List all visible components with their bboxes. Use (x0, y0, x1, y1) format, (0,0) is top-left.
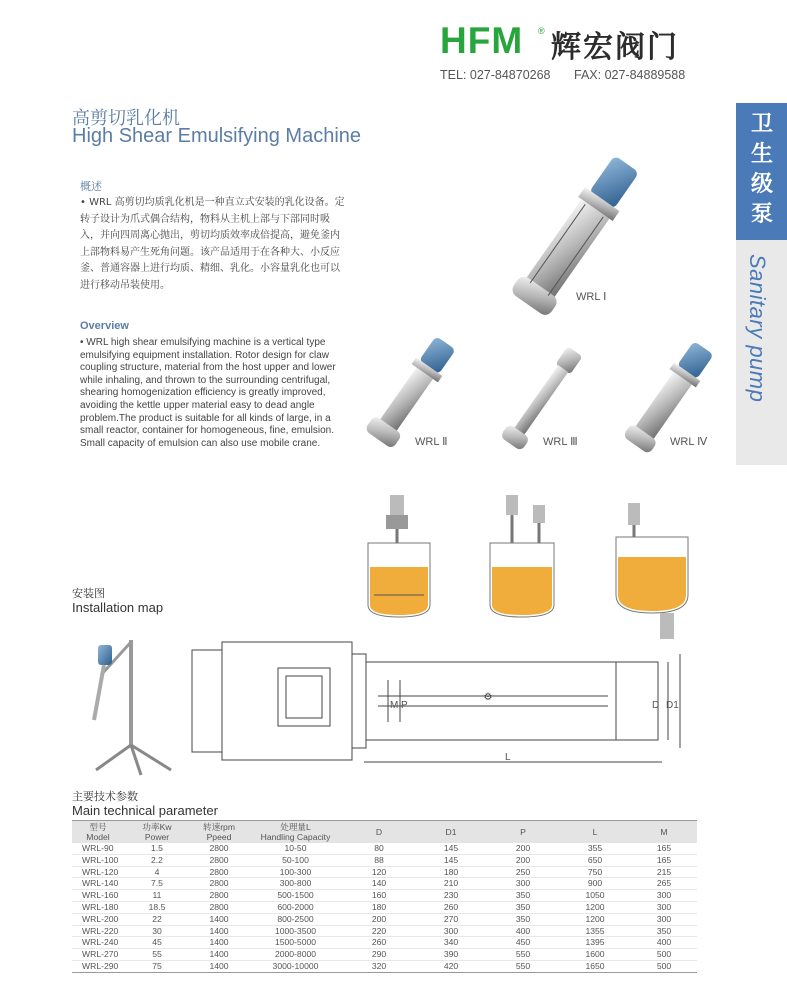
table-cell: 2800 (190, 878, 248, 890)
table-cell: 55 (124, 949, 190, 961)
table-cell: 400 (631, 937, 697, 949)
table-cell: 350 (487, 901, 559, 913)
table-cell: 80 (343, 843, 415, 854)
table-header-en: D (375, 827, 383, 837)
parameters-heading-cn: 主要技术参数 (72, 790, 138, 803)
table-cell: WRL-220 (72, 925, 124, 937)
table-cell: 420 (415, 960, 487, 972)
table-cell: 100-300 (248, 866, 343, 878)
side-tab-label-en: Sanitary pump (745, 254, 770, 403)
table-header-en: D1 (445, 827, 457, 837)
table-cell: 1400 (190, 913, 248, 925)
table-cell: 1.5 (124, 843, 190, 854)
fax-number: FAX: 027-84889588 (574, 68, 686, 82)
table-row (72, 843, 697, 854)
table-header-cell (248, 821, 343, 844)
table-header-cell (487, 821, 559, 844)
table-cell: 215 (631, 866, 697, 878)
table-cell: 145 (415, 854, 487, 866)
wrl-1-label: WRL Ⅰ (576, 291, 607, 303)
table-cell: 500 (631, 949, 697, 961)
table-cell: 320 (343, 960, 415, 972)
tank-diagrams (360, 495, 700, 645)
table-cell: WRL-90 (72, 843, 124, 854)
dim-label-m: M (390, 700, 399, 711)
table-cell: 2800 (190, 854, 248, 866)
tel-number: TEL: 027-84870268 (440, 68, 551, 82)
table-row (72, 890, 697, 902)
brand-logo: HFM (440, 20, 524, 61)
table-cell: 300 (415, 925, 487, 937)
table-header-en: L (592, 827, 598, 837)
brand-name-cn: 辉宏阀门 (551, 30, 679, 65)
table-header-cn: 型号 (89, 822, 107, 832)
table-header-cn: 转速rpm (203, 822, 235, 832)
table-cell: 1400 (190, 949, 248, 961)
table-header-cell (415, 821, 487, 844)
table-header-en: Model (86, 832, 110, 842)
table-header-en: Handling Capacity (260, 832, 331, 842)
table-cell: 650 (559, 854, 631, 866)
installation-heading-cn: 安装图 (72, 587, 105, 600)
table-cell: WRL-240 (72, 937, 124, 949)
table-cell: WRL-120 (72, 866, 124, 878)
table-cell: 30 (124, 925, 190, 937)
table-cell: 1400 (190, 937, 248, 949)
table-cell: WRL-140 (72, 878, 124, 890)
table-cell: 350 (487, 913, 559, 925)
table-cell: 1500-5000 (248, 937, 343, 949)
table-cell: 340 (415, 937, 487, 949)
table-cell: 350 (487, 890, 559, 902)
table-header-en: Power (144, 832, 170, 842)
table-cell: 350 (631, 925, 697, 937)
table-cell: WRL-180 (72, 901, 124, 913)
table-cell: 1400 (190, 960, 248, 972)
table-cell: 230 (415, 890, 487, 902)
table-header-en: M (660, 827, 668, 837)
table-cell: 200 (487, 854, 559, 866)
table-cell: 300 (631, 913, 697, 925)
table-header-cell (631, 821, 697, 844)
svg-text:⚙: ⚙ (483, 692, 493, 703)
table-cell: 1050 (559, 890, 631, 902)
table-header-cell (559, 821, 631, 844)
table-header-cn: 功率Kw (142, 822, 172, 832)
table-cell: 355 (559, 843, 631, 854)
parameters-heading-en: Main technical parameter (72, 803, 218, 818)
table-cell: 550 (487, 960, 559, 972)
table-cell: 1395 (559, 937, 631, 949)
table-cell: 22 (124, 913, 190, 925)
table-cell: 180 (343, 901, 415, 913)
table-cell: 2800 (190, 901, 248, 913)
table-cell: 1600 (559, 949, 631, 961)
table-row (72, 960, 697, 972)
overview-text-en: • WRL high shear emulsifying machine is a vertical type emulsifying equipment installation. Rotor design for claw coupling structure, material from the host upper and lower while inhaling, and thrown to the surrounding centrifugal, shearing homogenization efficiency is greatly improved, avoiding the kettle upper material easy to dead angle problem.The product is suitable for all kinds of large, in a small reactor, container for homogeneous, fine, emulsion. Small capacity of emulsion can also use mobile crane. (80, 337, 336, 449)
table-cell: 600-2000 (248, 901, 343, 913)
table-cell: WRL-290 (72, 960, 124, 972)
table-cell: 1400 (190, 925, 248, 937)
table-row (72, 925, 697, 937)
tank-2 (490, 495, 554, 617)
table-header-cell (72, 821, 124, 844)
dim-label-l: L (505, 752, 511, 763)
table-cell: 290 (343, 949, 415, 961)
table-cell: 500-1500 (248, 890, 343, 902)
table-cell: 265 (631, 878, 697, 890)
table-row (72, 866, 697, 878)
wrl-4-label: WRL Ⅳ (670, 436, 708, 448)
table-cell: 400 (487, 925, 559, 937)
table-cell: 260 (343, 937, 415, 949)
overview-heading-en: Overview (80, 320, 129, 332)
table-cell: 4 (124, 866, 190, 878)
table-cell: 390 (415, 949, 487, 961)
table-cell: 75 (124, 960, 190, 972)
table-cell: WRL-160 (72, 890, 124, 902)
table-header-cn: 处理量L (280, 822, 311, 832)
technical-drawing (188, 640, 688, 765)
table-cell: 2800 (190, 890, 248, 902)
table-cell: 160 (343, 890, 415, 902)
table-cell: WRL-200 (72, 913, 124, 925)
table-header-cell (124, 821, 190, 844)
table-cell: 250 (487, 866, 559, 878)
table-cell: 300 (631, 901, 697, 913)
table-cell: 900 (559, 878, 631, 890)
table-cell: 300 (631, 890, 697, 902)
table-cell: 210 (415, 878, 487, 890)
table-row (72, 949, 697, 961)
table-row (72, 913, 697, 925)
table-cell: 200 (487, 843, 559, 854)
table-cell: 260 (415, 901, 487, 913)
table-cell: 3000-10000 (248, 960, 343, 972)
table-cell: 1000-3500 (248, 925, 343, 937)
table-cell: 165 (631, 843, 697, 854)
table-cell: 2800 (190, 866, 248, 878)
table-header-en: Ppeed (206, 832, 232, 842)
table-cell: 1355 (559, 925, 631, 937)
installation-heading-en: Installation map (72, 600, 164, 615)
parameter-table (72, 820, 697, 973)
side-tab-label-cn: 卫生级泵 (750, 112, 773, 227)
table-cell: 550 (487, 949, 559, 961)
table-cell: 750 (559, 866, 631, 878)
dim-label-d: D (652, 700, 660, 711)
table-cell: 145 (415, 843, 487, 854)
table-cell: 1200 (559, 913, 631, 925)
table-cell: 270 (415, 913, 487, 925)
table-row (72, 937, 697, 949)
tank-1 (368, 495, 430, 617)
table-cell: 45 (124, 937, 190, 949)
table-cell: 450 (487, 937, 559, 949)
wrl-1-image (470, 150, 670, 330)
table-cell: 300 (487, 878, 559, 890)
dim-label-p: P (401, 700, 408, 711)
tank-3 (616, 503, 688, 639)
wrl-3-image (485, 345, 595, 460)
table-cell: WRL-100 (72, 854, 124, 866)
wrl-3-label: WRL Ⅲ (543, 436, 578, 448)
overview-text-cn: • WRL 高剪切均质乳化机是一种直立式安装的乳化设备。定转子设计为爪式偶合结构，物料从主机上部与下部同时吸入，并向四周离心抛出，剪切均质效率成倍提高，避免釜内上部物料易产生死角问题。该产品适用于在各种大、小反应釜、普通容器上进行均质、精细、乳化。小容量乳化也可以进行移动吊装使用。 (80, 197, 345, 291)
table-cell: 220 (343, 925, 415, 937)
table-header-cell (190, 821, 248, 844)
table-cell: 2800 (190, 843, 248, 854)
table-cell: 10-50 (248, 843, 343, 854)
table-cell: 11 (124, 890, 190, 902)
table-cell: 1200 (559, 901, 631, 913)
table-row (72, 878, 697, 890)
registered-mark: ® (538, 26, 545, 36)
wrl-2-label: WRL Ⅱ (415, 436, 448, 448)
table-cell: 88 (343, 854, 415, 866)
table-cell: 18.5 (124, 901, 190, 913)
table-row (72, 854, 697, 866)
page-title-cn: 高剪切乳化机 (72, 108, 180, 129)
table-cell: 180 (415, 866, 487, 878)
table-cell: 200 (343, 913, 415, 925)
table-cell: 140 (343, 878, 415, 890)
table-cell: 2000-8000 (248, 949, 343, 961)
mobile-crane-image (76, 620, 186, 780)
overview-heading-cn: 概述 (80, 180, 102, 193)
table-cell: 7.5 (124, 878, 190, 890)
table-header-en: P (520, 827, 526, 837)
table-cell: 800-2500 (248, 913, 343, 925)
dim-label-d1: D1 (666, 700, 679, 711)
table-cell: 300-800 (248, 878, 343, 890)
table-cell: 1650 (559, 960, 631, 972)
table-cell: 165 (631, 854, 697, 866)
table-cell: 500 (631, 960, 697, 972)
table-cell: WRL-270 (72, 949, 124, 961)
table-header-cell (343, 821, 415, 844)
table-cell: 50-100 (248, 854, 343, 866)
table-cell: 120 (343, 866, 415, 878)
table-cell: 2.2 (124, 854, 190, 866)
table-row (72, 901, 697, 913)
page-title-en: High Shear Emulsifying Machine (72, 125, 362, 147)
